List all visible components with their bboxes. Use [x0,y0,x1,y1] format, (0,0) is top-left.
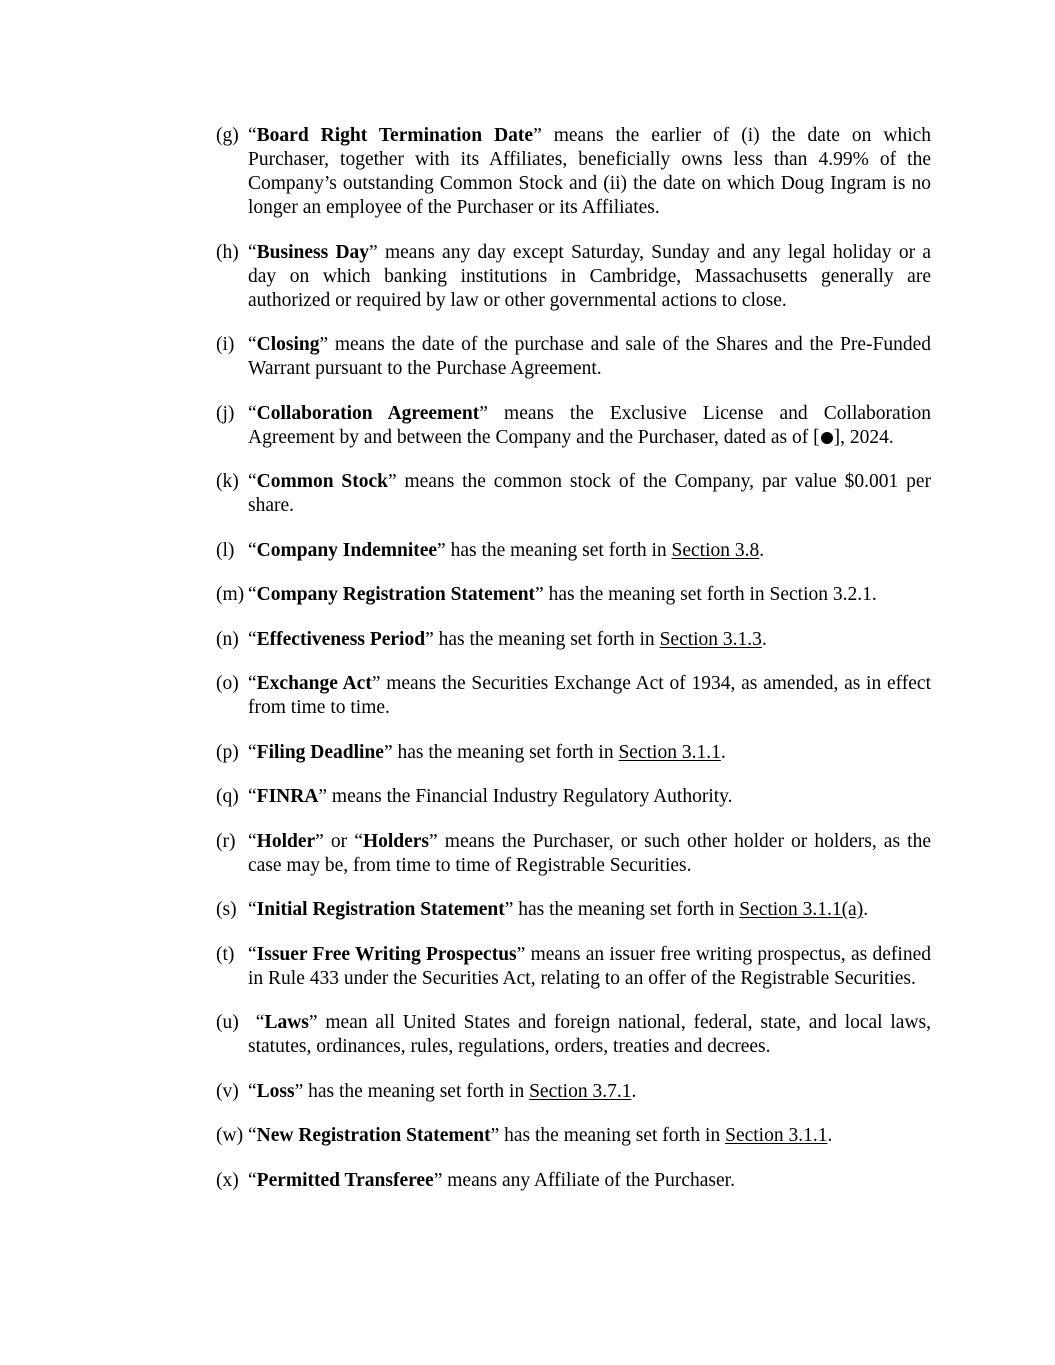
defined-term: Company Registration Statement [256,584,536,605]
definition-item [216,628,931,652]
item-label: (x) [216,1169,239,1191]
item-label: (t) [216,943,235,965]
definition-item [216,539,931,563]
definition-text: “Company Indemnitee” has the meaning set forth in Section 3.8. [248,539,765,561]
item-label: (k) [216,471,239,492]
item-label: (v) [216,1080,239,1102]
defined-term: Collaboration Agreement [256,402,480,424]
defined-term: Laws [264,1012,309,1033]
definition-item [216,583,931,607]
item-label: (m) [216,584,245,605]
item-label: (j) [216,402,235,424]
definition-item [216,402,931,450]
defined-term: Loss [256,1080,295,1102]
definition-text: “Common Stock” means the common stock of the Company, par value $0.001 per share. [248,471,931,516]
definition-text: “Initial Registration Statement” has the meaning set forth in Section 3.1.1(a). [248,899,869,920]
definition-text: “Collaboration Agreement” means the Exclusive License and Collaboration Agreement by and between the Company and the Purchaser, dated as of [ ], 2024. [248,402,931,448]
definition-item [216,830,931,878]
defined-term: Closing [256,334,320,355]
defined-term: Filing Deadline [256,741,384,763]
defined-term: Issuer Free Writing Prospectus [256,943,517,965]
section-reference-link[interactable]: Section 3.8 [671,539,760,561]
definition-text: “FINRA” means the Financial Industry Regulatory Authority. [248,786,733,807]
defined-term: FINRA [256,786,319,807]
definition-item [216,898,931,922]
definitions-list [216,124,931,1193]
placeholder-bullet-icon [821,432,833,444]
definition-item [216,1080,931,1104]
item-label: (w) [216,1125,244,1146]
item-label: (r) [216,830,236,852]
section-reference-link[interactable]: Section 3.7.1 [529,1080,632,1102]
definition-text: “New Registration Statement” has the meaning set forth in Section 3.1.1. [248,1125,833,1146]
definition-item [216,333,931,381]
definition-item [216,1124,931,1148]
section-reference-link[interactable]: Section 3.1.1 [725,1125,828,1146]
definition-text: “Business Day” means any day except Saturday, Sunday and any legal holiday or a day on which banking institutions in Cambridge, Massachusetts generally are authorized or required by law or other governmental actions to close. [248,241,931,311]
definition-item [216,741,931,765]
item-label: (q) [216,786,239,807]
defined-term: Exchange Act [256,673,372,694]
item-label: (g) [216,125,239,146]
definition-text: “Laws” mean all United States and foreign national, federal, state, and local laws, statutes, ordinances, rules, regulations, orders, treaties and decrees. [248,1012,932,1057]
item-label: (u) [216,1012,239,1033]
defined-term: Business Day [256,241,370,263]
definition-text: “Closing” means the date of the purchase and sale of the Shares and the Pre-Funded Warrant pursuant to the Purchase Agreement. [248,334,931,379]
definition-text: “Issuer Free Writing Prospectus” means an issuer free writing prospectus, as defined in Rule 433 under the Securities Act, relating to an offer of the Registrable Securities. [248,943,931,989]
item-label: (l) [216,539,235,561]
defined-term: Holders [362,830,430,852]
defined-term: Company Indemnitee [256,539,438,561]
definition-item [216,241,931,313]
definition-text: “Loss” has the meaning set forth in Section 3.7.1. [248,1080,637,1102]
defined-term: Effectiveness Period [256,628,426,650]
definition-text: “Permitted Transferee” means any Affiliate of the Purchaser. [248,1169,735,1191]
item-label: (s) [216,899,237,920]
definition-item [216,943,931,991]
section-reference-link[interactable]: Section 3.1.1(a) [739,899,864,920]
definition-text: “Filing Deadline” has the meaning set forth in Section 3.1.1. [248,741,726,763]
defined-term: Permitted Transferee [256,1169,434,1191]
definition-item [216,1169,931,1193]
defined-term: Board Right Termination Date [256,125,534,146]
defined-term: New Registration Statement [256,1125,491,1146]
definition-text: “Exchange Act” means the Securities Exchange Act of 1934, as amended, as in effect from time to time. [248,673,931,718]
definition-text: “Company Registration Statement” has the meaning set forth in Section 3.2.1. [248,584,877,605]
defined-term: Initial Registration Statement [256,899,505,920]
definition-text: “Holder” or “Holders” means the Purchaser, or such other holder or holders, as the case may be, from time to time of Registrable Securities. [248,830,931,876]
item-label: (h) [216,241,239,263]
definition-item [216,672,931,720]
definition-item [216,470,931,518]
definition-item [216,1011,931,1059]
defined-term: Holder [256,830,316,852]
definition-text: “Board Right Termination Date” means the earlier of (i) the date on which Purchaser, together with its Affiliates, beneficially owns less than 4.99% of the Company’s outstanding Common Stock and (ii) the date on which Doug Ingram is no longer an employee of the Purchaser or its Affiliates. [248,125,932,218]
item-label: (n) [216,628,239,650]
item-label: (o) [216,673,239,694]
definition-item [216,785,931,809]
item-label: (p) [216,741,239,763]
section-reference-link[interactable]: Section 3.1.3 [659,628,762,650]
definition-text: “Effectiveness Period” has the meaning set forth in Section 3.1.3. [248,628,767,650]
definition-item [216,124,931,220]
defined-term: Common Stock [256,471,388,492]
section-reference-link[interactable]: Section 3.1.1 [618,741,721,763]
item-label: (i) [216,334,235,355]
